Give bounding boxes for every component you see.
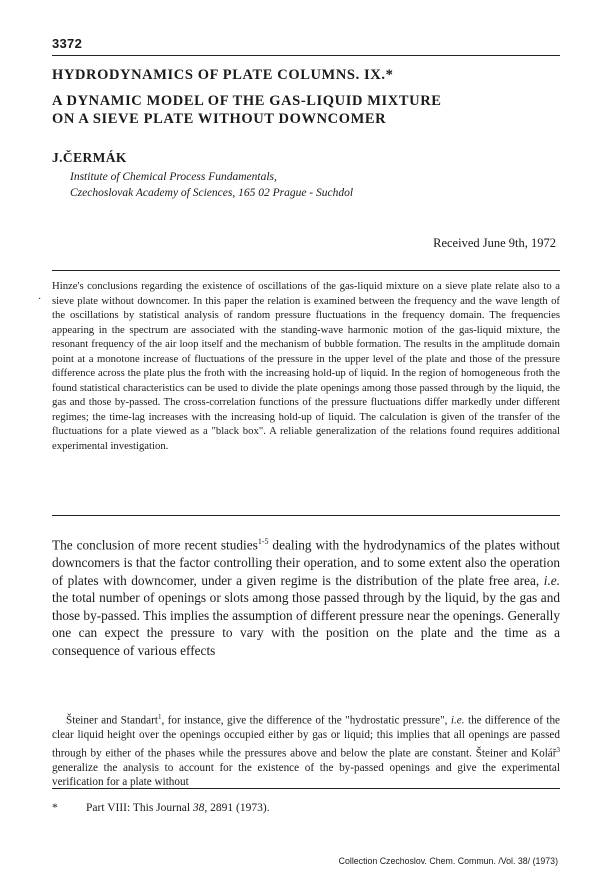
affiliation-line-2: Czechoslovak Academy of Sciences, 165 02 Prague - Suchdol — [70, 187, 354, 199]
abstract-bottom-rule — [52, 515, 560, 516]
title-line-3: ON A SIEVE PLATE WITHOUT DOWNCOMER — [52, 111, 387, 127]
intro-text-b: dealing with the hydrodynamics of the plates without downcomers is that the factor controlling their operation, and to some extent also the operation of plates with downcomer, under a given regime is the distribution of the plate free area, — [52, 537, 560, 588]
abstract-top-rule — [52, 270, 560, 271]
intro-paragraph — [52, 533, 560, 660]
p2-text-d: generalize the analysis to account for the existence of the by-passed openings and give the experimental verification for a plate without — [52, 761, 560, 789]
margin-mark: · — [38, 294, 42, 305]
abstract — [52, 279, 560, 454]
intro-ref-sup: 1-5 — [257, 537, 269, 546]
intro-text-a: The conclusion of more recent studies — [52, 537, 258, 553]
p2-ref-sup-1: 1 — [157, 713, 162, 721]
header-rule — [52, 55, 560, 56]
abstract-text: Hinze's conclusions regarding the existence of oscillations of the gas-liquid mixture on a sieve plate relate also to a sieve plate without downcomer. In this paper the relation is examined between the frequency and the wave length of the oscillations by statistical analysis of random pressure fluctuations in the frequency domain. The frequencies appearing in the spectrum are associated with the standing-wave harmonic motion of the gas-liquid mixture, the resonant frequency of the air loop itself and the mechanism of bubble formation. The results in the amplitude domain point at a monotone increase of fluctuations of the pressure in the upper level of the plate and those of the pressure difference across the plate plus the froth with the increasing hold-up of liquid. In the region of homogeneous froth the found statistical characteristics can be used to divide the plate openings among those passed through by the liquid, the gas and those by-passed. The cross-correlation functions of the pressure fluctuations differ markedly under different regimes; the time-lag increases with the increasing hold-up of liquid. The calculation is given of the transfer of the fluctuations for a plate viewed as a "black box". A reliable generalization of the relations found requires additional experimental investigation. — [52, 280, 560, 453]
title-line-2: A DYNAMIC MODEL OF THE GAS-LIQUID MIXTURE — [52, 93, 442, 109]
intro-ie: i.e. — [543, 572, 560, 588]
received-date: Received June 9th, 1972 — [433, 236, 556, 250]
footnote-text-b: 2891 (1973). — [207, 802, 270, 814]
footnote-volume: 38, — [192, 802, 208, 814]
p2-ie: i.e. — [450, 714, 465, 727]
journal-colophon: Collection Czechoslov. Chem. Commun. /Vol. 38/ (1973) — [338, 856, 558, 866]
title-line-1: HYDRODYNAMICS OF PLATE COLUMNS. IX.* — [52, 67, 394, 83]
footnote-marker: * — [52, 802, 58, 814]
footnote-text-a: Part VIII: This Journal — [86, 802, 193, 814]
intro-text-c: the total number of openings or slots among those passed through by the liquid, by the gas and those by-passed. This implies the assumption of different pressure near the openings. Generally one can expect the pressure to vary with the position on the plate and the time as a consequence of various effects — [52, 590, 560, 658]
page-number: 3372 — [52, 36, 83, 51]
footnote — [52, 802, 270, 814]
p2-text-c: the difference of the clear liquid height over the openings occupied either by gas or liquid; this implies that all openings are passed through by either of the phases while the pressures above and below the plate are constant. Šteiner and Kolář — [52, 714, 561, 760]
second-paragraph — [52, 710, 560, 790]
p2-text-a: Šteiner and Standart — [66, 714, 158, 727]
footnote-rule — [52, 788, 560, 789]
author-name: J.ČERMÁK — [52, 150, 127, 165]
p2-ref-sup-2: 3 — [556, 745, 560, 754]
p2-text-b: , for instance, give the difference of the "hydrostatic pressure", — [161, 714, 451, 727]
affiliation-line-1: Institute of Chemical Process Fundamentals, — [70, 171, 277, 183]
